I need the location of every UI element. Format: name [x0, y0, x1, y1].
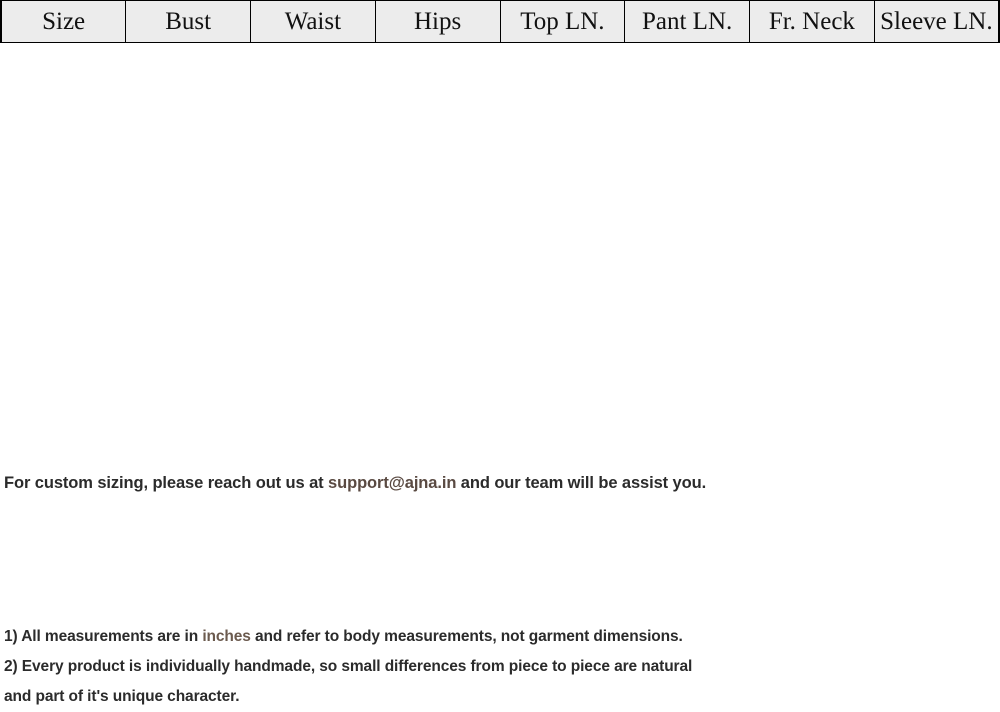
disclaimer-notes: [0, 622, 1000, 712]
column-header-size: Size: [1, 1, 126, 43]
disclaimer-1-part-b: and refer to body measurements, not garment dimensions.: [250, 628, 683, 645]
size-chart-table-head: [1, 1, 999, 43]
custom-sizing-note: [0, 472, 1000, 494]
disclaimer-line-2-cont: and part of it's unique character.: [4, 688, 240, 705]
table-header-row: [1, 1, 999, 43]
column-header-top-length: Top LN.: [500, 1, 625, 43]
size-chart-empty-body: [0, 43, 1000, 462]
column-header-front-neck: Fr. Neck: [750, 1, 875, 43]
column-header-pant-length: Pant LN.: [625, 1, 750, 43]
column-header-sleeve-length: Sleeve LN.: [874, 1, 999, 43]
custom-sizing-suffix: and our team will be assist you.: [456, 474, 707, 492]
disclaimer-line-1: [4, 622, 996, 652]
size-chart-table: [0, 0, 1000, 43]
column-header-hips: Hips: [375, 1, 500, 43]
disclaimer-1-part-a: 1) All measurements are in: [4, 628, 203, 645]
disclaimer-line-2: 2) Every product is individually handmade, so small differences from piece to piece are natural: [4, 658, 693, 675]
column-header-bust: Bust: [126, 1, 251, 43]
support-email[interactable]: support@ajna.in: [328, 474, 457, 492]
column-header-waist: Waist: [251, 1, 376, 43]
disclaimer-1-emphasis: inches: [202, 628, 251, 645]
custom-sizing-prefix: For custom sizing, please reach out us at: [4, 474, 329, 492]
